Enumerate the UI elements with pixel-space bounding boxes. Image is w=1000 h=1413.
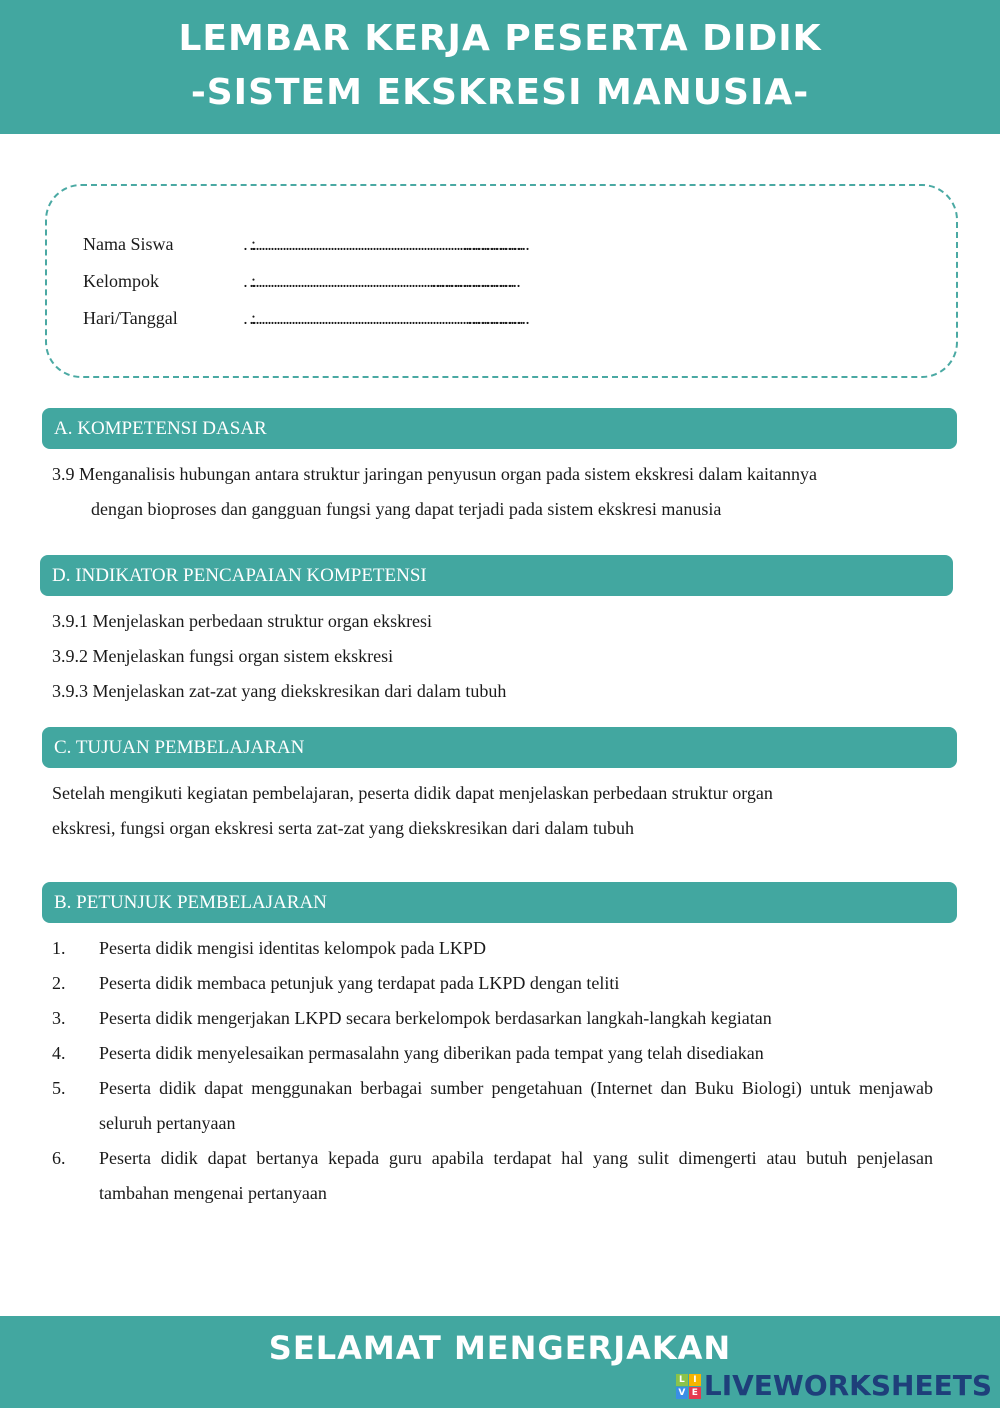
title-banner — [0, 0, 1000, 134]
indikator-item: 3.9.3 Menjelaskan zat-zat yang diekskresikan dari dalam tubuh — [52, 681, 507, 701]
kd-text — [42, 457, 957, 527]
title-line-1: LEMBAR KERJA PESERTA DIDIK — [178, 18, 822, 59]
section-header-kompetensi-dasar: A. KOMPETENSI DASAR — [42, 408, 957, 449]
item-text: Peserta didik mengisi identitas kelompok pada LKPD — [99, 938, 486, 958]
section-header-petunjuk: B. PETUNJUK PEMBELAJARAN — [42, 882, 957, 923]
watermark-text: LIVEWORKSHEETS — [703, 1369, 992, 1402]
kd-text-line-1: 3.9 Menganalisis hubungan antara struktur jaringan penyusun organ pada sistem ekskresi dalam kaitannya — [52, 464, 817, 484]
item-number: 6. — [52, 1148, 66, 1168]
footer-text: SELAMAT MENGERJAKAN — [268, 1329, 732, 1367]
indikator-item: 3.9.1 Menjelaskan perbedaan struktur organ ekskresi — [52, 611, 433, 631]
list-item — [42, 1036, 957, 1071]
logo-letter: V — [676, 1387, 688, 1399]
item-text: Peserta didik menyelesaikan permasalahn yang diberikan pada tempat yang telah disediakan — [99, 1043, 764, 1063]
field-kelompok[interactable] — [83, 268, 936, 294]
item-text: Peserta didik dapat bertanya kepada guru apabila terdapat hal yang sulit dimengerti atau butuh penjelasan tambahan mengenai pertanyaan — [99, 1148, 933, 1203]
item-number: 2. — [52, 973, 66, 993]
logo-letter: L — [676, 1374, 688, 1386]
section-tujuan — [42, 727, 957, 846]
liveworksheets-watermark — [0, 1370, 1000, 1402]
section-petunjuk — [42, 882, 957, 1211]
field-nama-siswa[interactable] — [83, 231, 936, 257]
tujuan-text-line-1: Setelah mengikuti kegiatan pembelajaran, peserta didik dapat menjelaskan perbedaan struktur organ — [52, 783, 773, 803]
spacer — [0, 1211, 1000, 1316]
tujuan-text-line-2: ekskresi, fungsi organ ekskresi serta zat-zat yang diekskresikan dari dalam tubuh — [52, 818, 634, 838]
item-number: 3. — [52, 1008, 66, 1028]
kd-text-line-2: dengan bioproses dan gangguan fungsi yang dapat terjadi pada sistem ekskresi manusia — [91, 499, 722, 519]
section-header-indikator: D. INDIKATOR PENCAPAIAN KOMPETENSI — [40, 555, 953, 596]
liveworksheets-logo-icon — [676, 1374, 701, 1399]
identity-box — [45, 184, 958, 378]
item-number: 5. — [52, 1078, 66, 1098]
item-text: Peserta didik membaca petunjuk yang terdapat pada LKPD dengan teliti — [99, 973, 620, 993]
field-blank[interactable]: : …………………………………………………………………………………............. — [251, 308, 464, 328]
field-blank[interactable]: : ………………………………………………………………………………................... — [251, 271, 428, 291]
field-label: Kelompok — [83, 271, 159, 291]
petunjuk-list — [42, 931, 957, 1211]
item-number: 1. — [52, 938, 66, 958]
item-number: 4. — [52, 1043, 66, 1063]
indikator-item: 3.9.2 Menjelaskan fungsi organ sistem ekskresi — [52, 646, 394, 666]
list-item — [42, 931, 957, 966]
tujuan-text — [42, 776, 957, 846]
logo-letter: I — [689, 1374, 701, 1386]
item-text: Peserta didik dapat menggunakan berbagai sumber pengetahuan (Internet dan Buku Biologi) untuk menjawab seluruh pertanyaan — [99, 1078, 933, 1133]
field-blank[interactable]: : ………………………………………………………………………………….............. — [251, 234, 459, 254]
list-item — [42, 1001, 957, 1036]
list-item — [42, 1071, 957, 1141]
title-line-2: -SISTEM EKSKRESI MANUSIA- — [190, 72, 810, 113]
field-label: Nama Siswa — [83, 234, 174, 254]
list-item — [42, 1141, 957, 1211]
footer-banner — [0, 1316, 1000, 1408]
indikator-list — [40, 604, 953, 709]
list-item — [42, 966, 957, 1001]
logo-letter: E — [689, 1387, 701, 1399]
field-label: Hari/Tanggal — [83, 308, 178, 328]
section-kompetensi-dasar — [42, 408, 957, 527]
field-hari-tanggal[interactable] — [83, 305, 936, 331]
item-text: Peserta didik mengerjakan LKPD secara berkelompok berdasarkan langkah-langkah kegiatan — [99, 1008, 772, 1028]
section-header-tujuan: C. TUJUAN PEMBELAJARAN — [42, 727, 957, 768]
section-indikator — [40, 555, 953, 709]
